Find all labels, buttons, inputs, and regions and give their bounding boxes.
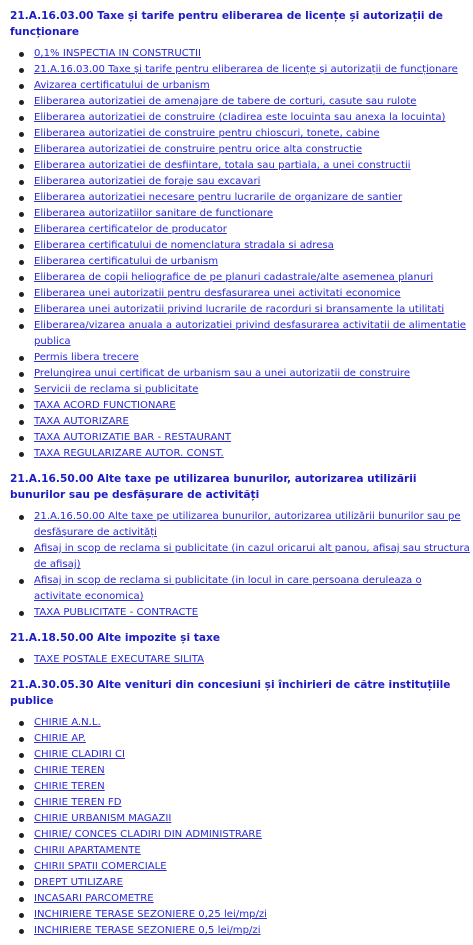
list-item[interactable]: CHIRII SPATII COMERCIALE bbox=[34, 859, 470, 875]
list-item[interactable]: 0,1% INSPECTIA IN CONSTRUCTII bbox=[34, 46, 470, 62]
list-item[interactable]: INCHIRIERE TERASE SEZONIERE 0,25 lei/mp/zi bbox=[34, 907, 470, 923]
list-item[interactable]: 21.A.16.50.00 Alte taxe pe utilizarea bunurilor, autorizarea utilizării bunurilor sau pe desfășurare de activități bbox=[34, 509, 470, 541]
list-item[interactable]: TAXA REGULARIZARE AUTOR. CONST. bbox=[34, 446, 470, 462]
list-item[interactable]: 21.A.16.03.00 Taxe și tarife pentru eliberarea de licențe și autorizații de funcționare bbox=[34, 62, 470, 78]
list-item[interactable]: CHIRIE AP. bbox=[34, 731, 470, 747]
list-item[interactable]: TAXA AUTORIZATIE BAR - RESTAURANT bbox=[34, 430, 470, 446]
list-item[interactable]: CHIRII APARTAMENTE bbox=[34, 843, 470, 859]
list-item[interactable]: Eliberarea autorizatiei de desfiintare, totala sau partiala, a unei constructii bbox=[34, 158, 470, 174]
list-item[interactable]: Permis libera trecere bbox=[34, 350, 470, 366]
list-item[interactable]: TAXA AUTORIZARE bbox=[34, 414, 470, 430]
list-item[interactable]: Eliberarea autorizatiilor sanitare de functionare bbox=[34, 206, 470, 222]
list-item[interactable]: TAXE POSTALE EXECUTARE SILITA bbox=[34, 652, 470, 668]
list-item[interactable]: CHIRIE TEREN bbox=[34, 763, 470, 779]
list-item[interactable]: Eliberarea certificatelor de producator bbox=[34, 222, 470, 238]
item-list bbox=[10, 715, 470, 939]
section-title: 21.A.16.03.00 Taxe și tarife pentru eliberarea de licențe și autorizații de funcționare bbox=[10, 10, 443, 38]
list-item[interactable]: Eliberarea autorizatiei necesare pentru lucrarile de organizare de santier bbox=[34, 190, 470, 206]
list-item[interactable]: Prelungirea unui certificat de urbanism sau a unei autorizatii de construire bbox=[34, 366, 470, 382]
list-item[interactable]: CHIRIE A.N.L. bbox=[34, 715, 470, 731]
list-item[interactable]: Eliberarea/vizarea anuala a autorizatiei privind desfasurarea activitatii de alimentatie publica bbox=[34, 318, 470, 350]
list-item[interactable]: INCHIRIERE TERASE SEZONIERE 0,5 lei/mp/zi bbox=[34, 923, 470, 939]
list-item[interactable]: TAXA ACORD FUNCTIONARE bbox=[34, 398, 470, 414]
list-item[interactable]: Eliberarea certificatului de urbanism bbox=[34, 254, 470, 270]
list-item[interactable]: Eliberarea autorizatiei de foraje sau excavari bbox=[34, 174, 470, 190]
list-item[interactable]: Eliberarea unei autorizatii privind lucrarile de racorduri si bransamente la utilitati bbox=[34, 302, 470, 318]
section-title: 21.A.16.50.00 Alte taxe pe utilizarea bunurilor, autorizarea utilizării bunurilor sau pe desfășurare de activități bbox=[10, 473, 417, 501]
list-item[interactable]: Eliberarea autorizatiei de construire pentru chioscuri, tonete, cabine bbox=[34, 126, 470, 142]
list-item[interactable]: INCASARI PARCOMETRE bbox=[34, 891, 470, 907]
list-item[interactable]: CHIRIE TEREN bbox=[34, 779, 470, 795]
list-item[interactable]: Eliberarea autorizatiei de construire pentru orice alta constructie bbox=[34, 142, 470, 158]
list-item[interactable]: DREPT UTILIZARE bbox=[34, 875, 470, 891]
item-list bbox=[10, 652, 470, 668]
list-item[interactable]: TAXA PUBLICITATE - CONTRACTE bbox=[34, 605, 470, 621]
list-item[interactable]: Afisaj in scop de reclama si publicitate (in cazul oricarui alt panou, afisaj sau structura de afisaj) bbox=[34, 541, 470, 573]
section-alte-taxe-utilizare bbox=[10, 471, 470, 621]
list-item[interactable]: Servicii de reclama si publicitate bbox=[34, 382, 470, 398]
section-alte-impozite bbox=[10, 630, 470, 668]
list-item[interactable]: Avizarea certificatului de urbanism bbox=[34, 78, 470, 94]
section-licente-autorizatii bbox=[10, 8, 470, 462]
list-item[interactable]: Eliberarea de copii heliografice de pe planuri cadastrale/alte asemenea planuri bbox=[34, 270, 470, 286]
item-list bbox=[10, 509, 470, 621]
list-item[interactable]: CHIRIE/ CONCES CLADIRI DIN ADMINISTRARE bbox=[34, 827, 470, 843]
list-item[interactable]: Eliberarea autorizatiei de amenajare de tabere de corturi, casute sau rulote bbox=[34, 94, 470, 110]
section-concesiuni-inchirieri bbox=[10, 677, 470, 939]
list-item[interactable]: Afisaj in scop de reclama si publicitate (in locul in care persoana deruleaza o activitate economica) bbox=[34, 573, 470, 605]
list-item[interactable]: CHIRIE URBANISM MAGAZII bbox=[34, 811, 470, 827]
list-item[interactable]: Eliberarea autorizatiei de construire (cladirea este locuinta sau anexa la locuinta) bbox=[34, 110, 470, 126]
list-item[interactable]: Eliberarea unei autorizatii pentru desfasurarea unei activitati economice bbox=[34, 286, 470, 302]
document-body bbox=[10, 0, 470, 939]
section-title: 21.A.18.50.00 Alte impozite și taxe bbox=[10, 632, 221, 644]
list-item[interactable]: CHIRIE TEREN FD bbox=[34, 795, 470, 811]
section-title: 21.A.30.05.30 Alte venituri din concesiuni și închirieri de către instituțiile publice bbox=[10, 679, 451, 707]
list-item[interactable]: CHIRIE CLADIRI CI bbox=[34, 747, 470, 763]
item-list bbox=[10, 46, 470, 462]
list-item[interactable]: Eliberarea certificatului de nomenclatura stradala si adresa bbox=[34, 238, 470, 254]
